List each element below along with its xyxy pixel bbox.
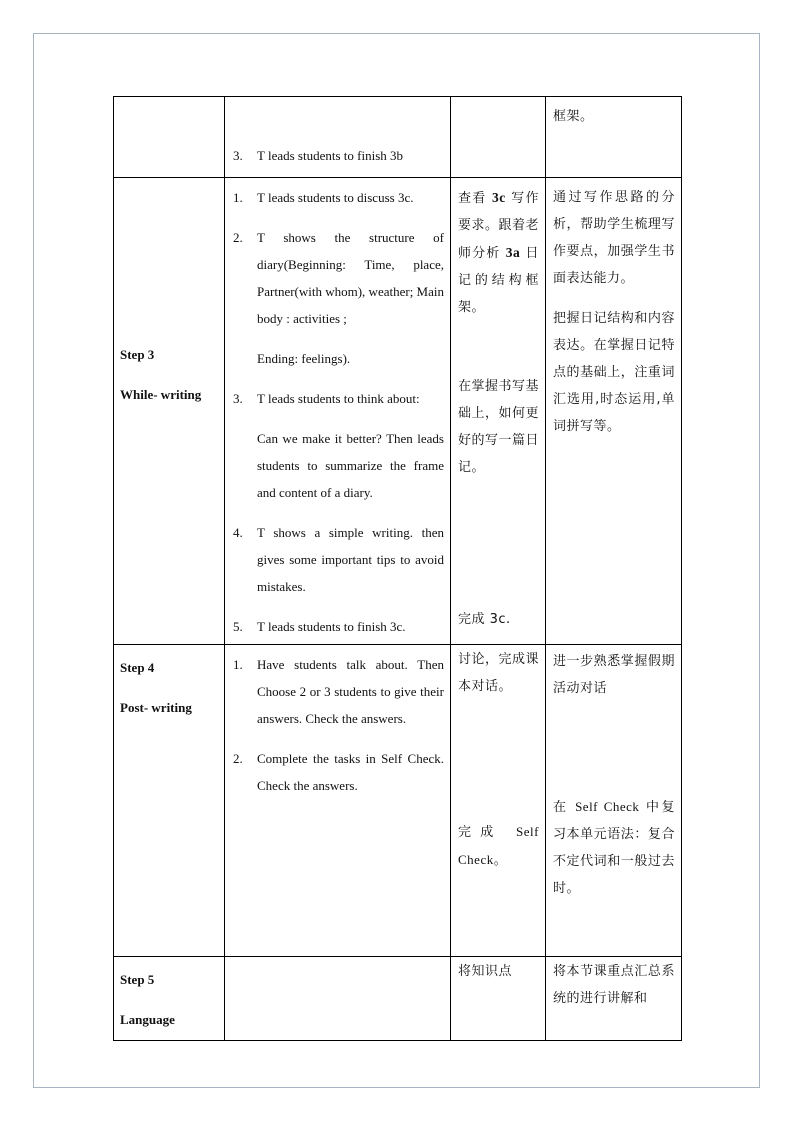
purpose-cell [546, 178, 682, 645]
purpose-text: 把握日记结构和内容表达。在掌握日记特点的基础上，注重词汇选用,时态运用,单词拼写等。 [553, 311, 675, 434]
list-item [231, 651, 444, 732]
list-item [231, 745, 444, 799]
student-activity-cell [451, 645, 546, 957]
student-text-part: 日记的结构框架。 [458, 246, 539, 315]
activity-text: Have students talk about. Then Choose 2 or 3 students to give their answers. Check the answers. [257, 657, 444, 726]
purpose-text: 框架。 [553, 109, 594, 124]
student-activity-cell [451, 178, 546, 645]
list-item [231, 519, 444, 600]
list-item [231, 613, 444, 640]
activity-text: T shows a simple writing. then gives some important tips to avoid mistakes. [257, 525, 444, 594]
table-row [114, 97, 682, 178]
step-stage: Post- writing [120, 700, 192, 715]
student-text: 讨论，完成课本对话。 [458, 652, 540, 694]
activity-text: T leads students to discuss 3c. [257, 190, 414, 205]
student-text: 将知识点 [458, 964, 513, 979]
list-item [231, 184, 444, 211]
purpose-cell [546, 645, 682, 957]
student-text-part: 3c [492, 190, 506, 205]
activities-cell [225, 957, 451, 1041]
purpose-text-part: 中复习本单元语法：复合不定代词和一般过去时。 [553, 800, 675, 896]
step-cell [114, 957, 225, 1041]
step-number: Step 5 [120, 972, 155, 987]
list-number: 4. [233, 525, 243, 540]
step-cell [114, 645, 225, 957]
step-number: Step 3 [120, 347, 155, 362]
list-item [231, 385, 444, 412]
purpose-cell [546, 97, 682, 178]
step-cell [114, 97, 225, 178]
purpose-text-part: 在 [553, 800, 576, 815]
student-activity-cell [451, 957, 546, 1041]
student-text [458, 818, 539, 874]
activities-cell [225, 97, 451, 178]
student-text: 在掌握书写基础上，如何更好的写一篇日记。 [458, 379, 540, 475]
activity-text: Complete the tasks in Self Check. Check the answers. [257, 751, 444, 793]
table-row [114, 957, 682, 1041]
lesson-plan-table [113, 96, 682, 1041]
activities-cell [225, 178, 451, 645]
list-number: 1. [233, 190, 243, 205]
step-number: Step 4 [120, 660, 155, 675]
purpose-text: 通过写作思路的分析，帮助学生梳理写作要点，加强学生书面表达能力。 [553, 190, 675, 286]
list-number: 3. [233, 148, 243, 163]
activity-subtext: Can we make it better? Then leads students to summarize the frame and content of a diary. [257, 431, 444, 500]
purpose-text [553, 793, 675, 902]
purpose-text-part: Self Check [575, 799, 640, 814]
student-text-part: 写作要求。跟着老师分析 [458, 191, 540, 261]
activity-text: T shows the structure of diary(Beginning: Time, place, Partner(with whom), weather; Main body : activities ; [257, 230, 445, 326]
purpose-text: 将本节课重点汇总系统的进行讲解和 [553, 964, 675, 1006]
student-text-part: 3a [505, 245, 521, 260]
list-number: 3. [233, 391, 243, 406]
list-number: 2. [233, 230, 243, 245]
list-number: 2. [233, 751, 243, 766]
purpose-text: 进一步熟悉掌握假期活动对话 [553, 654, 675, 696]
step-stage: Language [120, 1012, 175, 1027]
purpose-cell [546, 957, 682, 1041]
activity-subtext: Ending: feelings). [257, 351, 351, 366]
list-item [231, 224, 444, 332]
step-cell [114, 178, 225, 645]
student-text-part: 查看 [458, 191, 493, 206]
student-text [458, 184, 539, 321]
table-row [114, 178, 682, 645]
student-text-part: 完成 [458, 825, 517, 840]
activities-cell [225, 645, 451, 957]
student-text: 完成 3c. [458, 612, 511, 627]
student-text-part: 。 [493, 853, 508, 868]
table-row [114, 645, 682, 957]
activity-text: T leads students to finish 3c. [257, 619, 406, 634]
activity-text: T leads students to finish 3b [257, 148, 404, 163]
student-activity-cell [451, 97, 546, 178]
step-stage: While- writing [120, 387, 202, 402]
activity-text: T leads students to think about: [257, 391, 420, 406]
list-number: 5. [233, 619, 243, 634]
list-item [231, 142, 444, 169]
student-text-part: Self Check [458, 824, 539, 867]
list-number: 1. [233, 657, 243, 672]
